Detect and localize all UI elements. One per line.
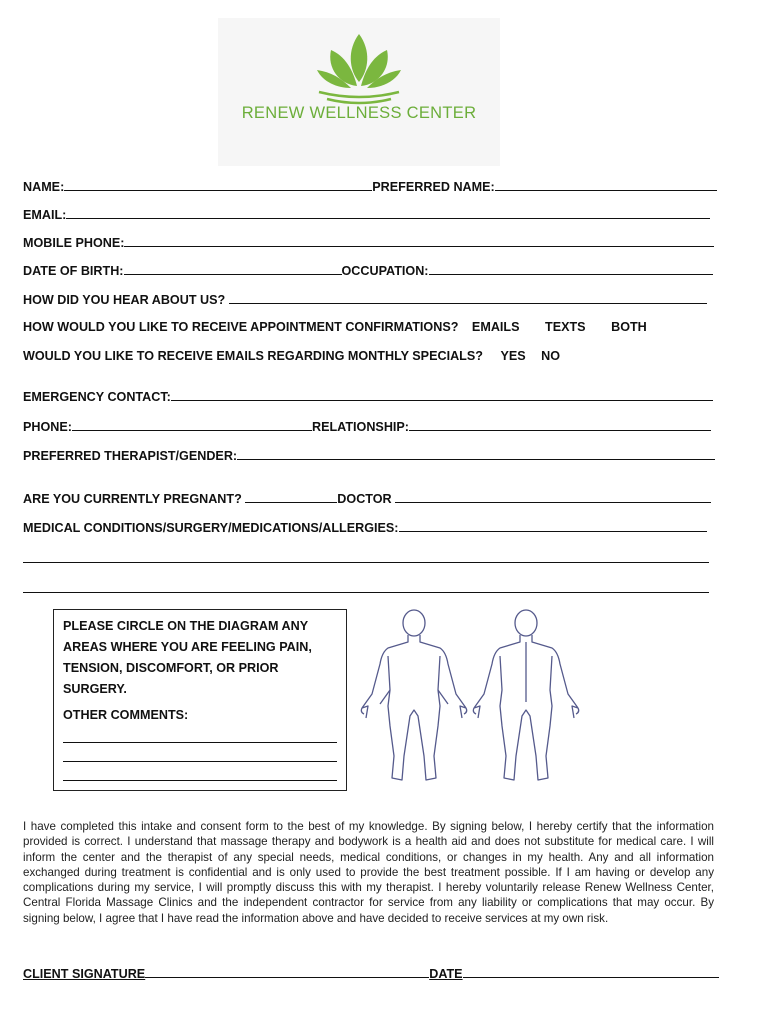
pregnant-label: ARE YOU CURRENTLY PREGNANT?	[23, 492, 242, 506]
comments-line[interactable]	[63, 742, 337, 743]
client-signature-line[interactable]	[145, 965, 429, 978]
hear-about-row	[23, 291, 707, 308]
preferred-name-input-line[interactable]	[495, 178, 717, 191]
mobile-phone-label: MOBILE PHONE:	[23, 236, 125, 250]
occupation-input-line[interactable]	[429, 262, 713, 275]
diagram-instruction: PLEASE CIRCLE ON THE DIAGRAM ANY AREAS WHERE YOU ARE FEELING PAIN, TENSION, DISCOMFORT, OR PRIOR SURGERY.	[63, 619, 312, 696]
pregnant-row	[23, 490, 711, 507]
logo-area	[218, 18, 500, 166]
lotus-leaf-icon	[313, 30, 405, 108]
dob-input-line[interactable]	[124, 262, 342, 275]
phone-input-line[interactable]	[72, 418, 312, 431]
emergency-row	[23, 388, 713, 405]
option-yes[interactable]: YES	[500, 349, 526, 363]
body-front-icon[interactable]	[358, 606, 470, 788]
email-label: EMAIL:	[23, 208, 67, 222]
option-no[interactable]: NO	[541, 349, 561, 363]
confirmations-row	[23, 319, 647, 335]
mobile-phone-row	[23, 234, 714, 251]
comments-line[interactable]	[63, 761, 337, 762]
option-texts[interactable]: TEXTS	[545, 320, 586, 334]
emergency-label: EMERGENCY CONTACT:	[23, 390, 171, 404]
client-signature-label: CLIENT SIGNATURE	[23, 967, 146, 981]
phone-row	[23, 418, 711, 435]
name-label: NAME:	[23, 180, 65, 194]
date-label: DATE	[429, 967, 463, 981]
diagram-instruction-box	[53, 609, 347, 791]
email-row	[23, 206, 710, 223]
comments-line[interactable]	[63, 780, 337, 781]
medical-row	[23, 519, 707, 536]
doctor-label: DOCTOR	[337, 492, 392, 506]
phone-label: PHONE:	[23, 420, 72, 434]
option-emails[interactable]: EMAILS	[471, 320, 520, 334]
medical-extra-line[interactable]	[23, 562, 709, 563]
relationship-input-line[interactable]	[409, 418, 711, 431]
medical-label: MEDICAL CONDITIONS/SURGERY/MEDICATIONS/ALLERGIES:	[23, 521, 399, 535]
therapist-input-line[interactable]	[237, 447, 715, 460]
other-comments-label: OTHER COMMENTS:	[63, 708, 189, 722]
date-line[interactable]	[463, 965, 719, 978]
specials-row	[23, 348, 560, 364]
doctor-input-line[interactable]	[395, 490, 711, 503]
emergency-input-line[interactable]	[171, 388, 713, 401]
therapist-row	[23, 447, 715, 464]
preferred-name-label: PREFERRED NAME:	[372, 180, 495, 194]
occupation-label: OCCUPATION:	[341, 264, 429, 278]
relationship-label: RELATIONSHIP:	[311, 420, 410, 434]
hear-about-label: HOW DID YOU HEAR ABOUT US?	[23, 293, 226, 307]
brand-name: RENEW WELLNESS CENTER	[241, 104, 477, 122]
signature-row	[23, 965, 719, 981]
name-input-line[interactable]	[64, 178, 372, 191]
specials-question: WOULD YOU LIKE TO RECEIVE EMAILS REGARDING MONTHLY SPECIALS?	[23, 349, 483, 363]
hear-about-input-line[interactable]	[229, 291, 707, 304]
confirm-question: HOW WOULD YOU LIKE TO RECEIVE APPOINTMENT CONFIRMATIONS?	[23, 320, 459, 334]
option-both[interactable]: BOTH	[611, 320, 647, 334]
pregnant-input-line[interactable]	[245, 490, 337, 503]
medical-extra-line[interactable]	[23, 592, 709, 593]
email-input-line[interactable]	[66, 206, 710, 219]
mobile-phone-input-line[interactable]	[124, 234, 714, 247]
dob-row	[23, 262, 713, 279]
therapist-label: PREFERRED THERAPIST/GENDER:	[23, 449, 238, 463]
consent-paragraph: I have completed this intake and consent form to the best of my knowledge. By signing below, I hereby certify that the information provided is correct. I understand that massage therapy and bodywork is a health aid and does not substitute for medical care. I will inform the center and the therapist of any special needs, medical conditions, or changes in my health. Any and all information exchanged during treatment is confidential and is only used to provide the best treatment possible. If I am having or develop any complications during my service, I will promptly discuss this with my therapist. I hereby voluntarily release Renew Wellness Center, Central Florida Massage Clinics and the independent contractor for service from any liability or complications that may occur. By signing below, I agree that I have read the information above and have decided to receive services at my own risk.	[23, 820, 714, 925]
name-row	[23, 178, 717, 195]
dob-label: DATE OF BIRTH:	[23, 264, 124, 278]
body-back-icon[interactable]	[470, 606, 582, 788]
medical-input-line[interactable]	[399, 519, 707, 532]
